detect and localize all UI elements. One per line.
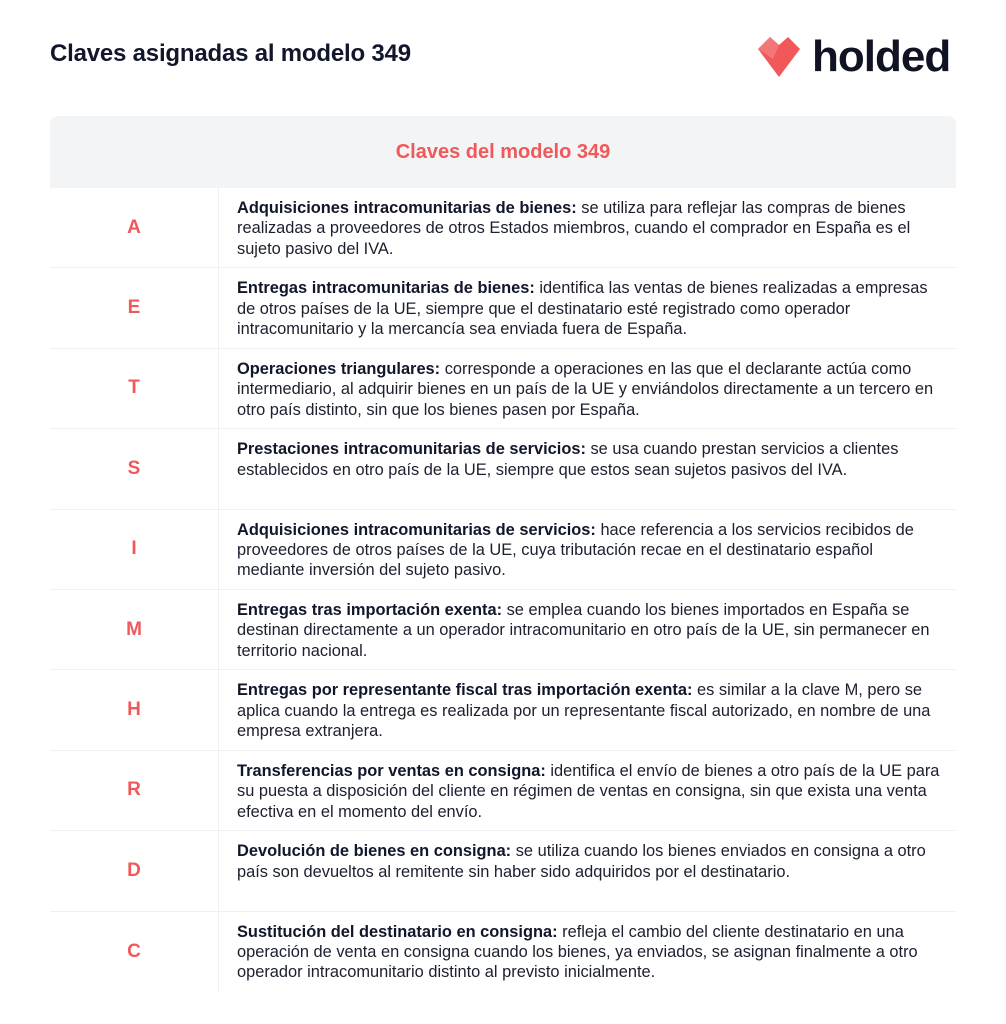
clave-text: se emplea cuando los bienes importados en España se destinan directamente a un operador intracomunitario en otro país de la UE, sin permanecer en territorio nacional. (237, 600, 930, 660)
clave-code: C (50, 912, 219, 992)
clave-text: corresponde a operaciones en las que el declarante actúa como intermediario, al adquirir bienes en un país de la UE y enviándolos directamente a un tercero en otro país distinto, sin que los bienes pasen por España. (237, 359, 934, 419)
brand-logo (756, 34, 950, 80)
clave-description (219, 349, 956, 428)
table-heading: Claves del modelo 349 (50, 116, 956, 188)
clave-description (219, 268, 956, 347)
table-row (50, 590, 956, 670)
table-row (50, 831, 956, 911)
clave-code: S (50, 429, 219, 508)
clave-term: Entregas por representante fiscal tras importación exenta: (237, 681, 693, 700)
table-row (50, 670, 956, 750)
table-body (50, 188, 956, 992)
page-title: Claves asignadas al modelo 349 (50, 40, 411, 67)
clave-description (219, 188, 956, 267)
clave-term: Adquisiciones intracomunitarias de servicios: (237, 520, 596, 539)
clave-term: Sustitución del destinatario en consigna: (237, 922, 558, 941)
clave-text: se utiliza para reflejar las compras de bienes realizadas a proveedores de otros Estados miembros, cuando el comprador en España es el sujeto pasivo del IVA. (237, 199, 911, 258)
clave-text: hace referencia a los servicios recibidos de proveedores de otros países de la UE, cuya tributación recae en el destinatario español mediante inversión del sujeto pasivo. (237, 520, 914, 580)
claves-table (50, 116, 956, 992)
clave-description (219, 912, 956, 992)
clave-text: se usa cuando prestan servicios a clientes establecidos en otro país de la UE, siempre que estos sean sujetos pasivos del IVA. (237, 440, 899, 479)
holded-heart-icon (756, 35, 802, 79)
clave-description (219, 590, 956, 669)
table-row (50, 912, 956, 992)
clave-text: es similar a la clave M, pero se aplica cuando la entrega es realizada por un representante fiscal autorizado, en nombre de una empresa extranjera. (237, 681, 931, 741)
clave-description (219, 429, 956, 508)
clave-text: identifica las ventas de bienes realizadas a empresas de otros países de la UE, siempre que el destinatario esté registrado como operador intracomunitario y la mercancía sea enviada fuera de España. (237, 279, 928, 339)
clave-code: I (50, 510, 219, 589)
table-row (50, 510, 956, 590)
clave-description (219, 510, 956, 589)
clave-code: H (50, 670, 219, 749)
table-row (50, 429, 956, 509)
clave-term: Entregas tras importación exenta: (237, 600, 503, 619)
clave-text: se utiliza cuando los bienes enviados en consigna a otro país son devueltos al remitente sin haber sido adquiridos por el destinatario. (237, 842, 926, 881)
table-row (50, 349, 956, 429)
table-row (50, 188, 956, 268)
clave-description (219, 670, 956, 749)
clave-term: Entregas intracomunitarias de bienes: (237, 279, 535, 298)
brand-wordmark: holded (812, 32, 951, 81)
clave-code: T (50, 349, 219, 428)
clave-code: E (50, 268, 219, 347)
clave-code: M (50, 590, 219, 669)
clave-text: identifica el envío de bienes a otro país de la UE para su puesta a disposición del cliente en régimen de ventas en consigna, sin que exista una venta efectiva en el momento del envío. (237, 761, 940, 821)
clave-term: Devolución de bienes en consigna: (237, 842, 512, 861)
clave-text: refleja el cambio del cliente destinatario en una operación de venta en consigna cuando los bienes, ya enviados, se asignan finalmente a otro operador intracomunitario distinto al previsto inicialmente. (237, 922, 918, 982)
clave-description (219, 751, 956, 830)
clave-term: Operaciones triangulares: (237, 359, 441, 378)
table-row (50, 751, 956, 831)
clave-term: Adquisiciones intracomunitarias de bienes: (237, 199, 577, 217)
clave-term: Prestaciones intracomunitarias de servicios: (237, 440, 586, 459)
clave-code: R (50, 751, 219, 830)
clave-code: A (50, 188, 219, 267)
clave-term: Transferencias por ventas en consigna: (237, 761, 546, 780)
clave-description (219, 831, 956, 910)
table-row (50, 268, 956, 348)
clave-code: D (50, 831, 219, 910)
